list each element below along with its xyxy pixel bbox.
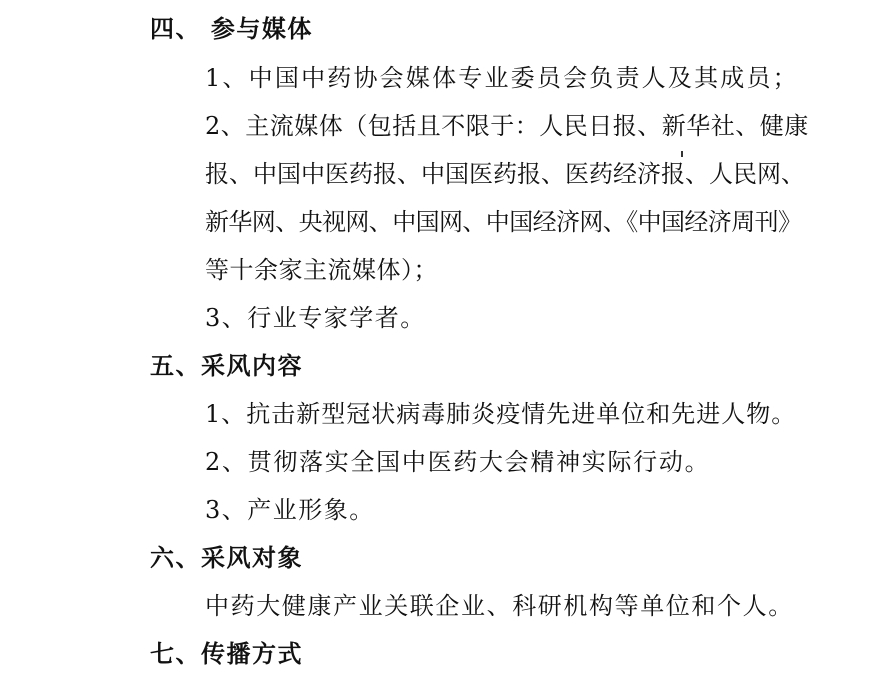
list-item: 1、抗击新型冠状病毒肺炎疫情先进单位和先进人物。 bbox=[205, 400, 797, 428]
list-item-continuation: 新华网、央视网、中国网、中国经济网、《中国经济周刊》 bbox=[205, 208, 802, 236]
list-item: 1、中国中药协会媒体专业委员会负责人及其成员； bbox=[205, 64, 799, 92]
list-item-continuation: 等十余家主流媒体）； bbox=[205, 256, 438, 284]
section-heading-interview-targets: 六、采风对象 bbox=[150, 543, 303, 572]
list-item: 3、行业专家学者。 bbox=[205, 304, 426, 332]
list-item: 2、贯彻落实全国中医药大会精神实际行动。 bbox=[205, 448, 711, 476]
scan-speck bbox=[681, 151, 683, 157]
paragraph: 中药大健康产业关联企业、科研机构等单位和个人。 bbox=[205, 592, 794, 620]
section-heading-interview-content: 五、采风内容 bbox=[150, 351, 303, 380]
list-item: 3、产业形象。 bbox=[205, 496, 375, 524]
list-item: 2、主流媒体（包括且不限于：人民日报、新华社、健康 bbox=[205, 112, 809, 140]
list-item-continuation: 报、中国中医药报、中国医药报、医药经济报、人民网、 bbox=[205, 160, 805, 188]
section-heading-participating-media: 四、 参与媒体 bbox=[150, 14, 313, 43]
section-heading-distribution-method: 七、传播方式 bbox=[150, 639, 303, 668]
